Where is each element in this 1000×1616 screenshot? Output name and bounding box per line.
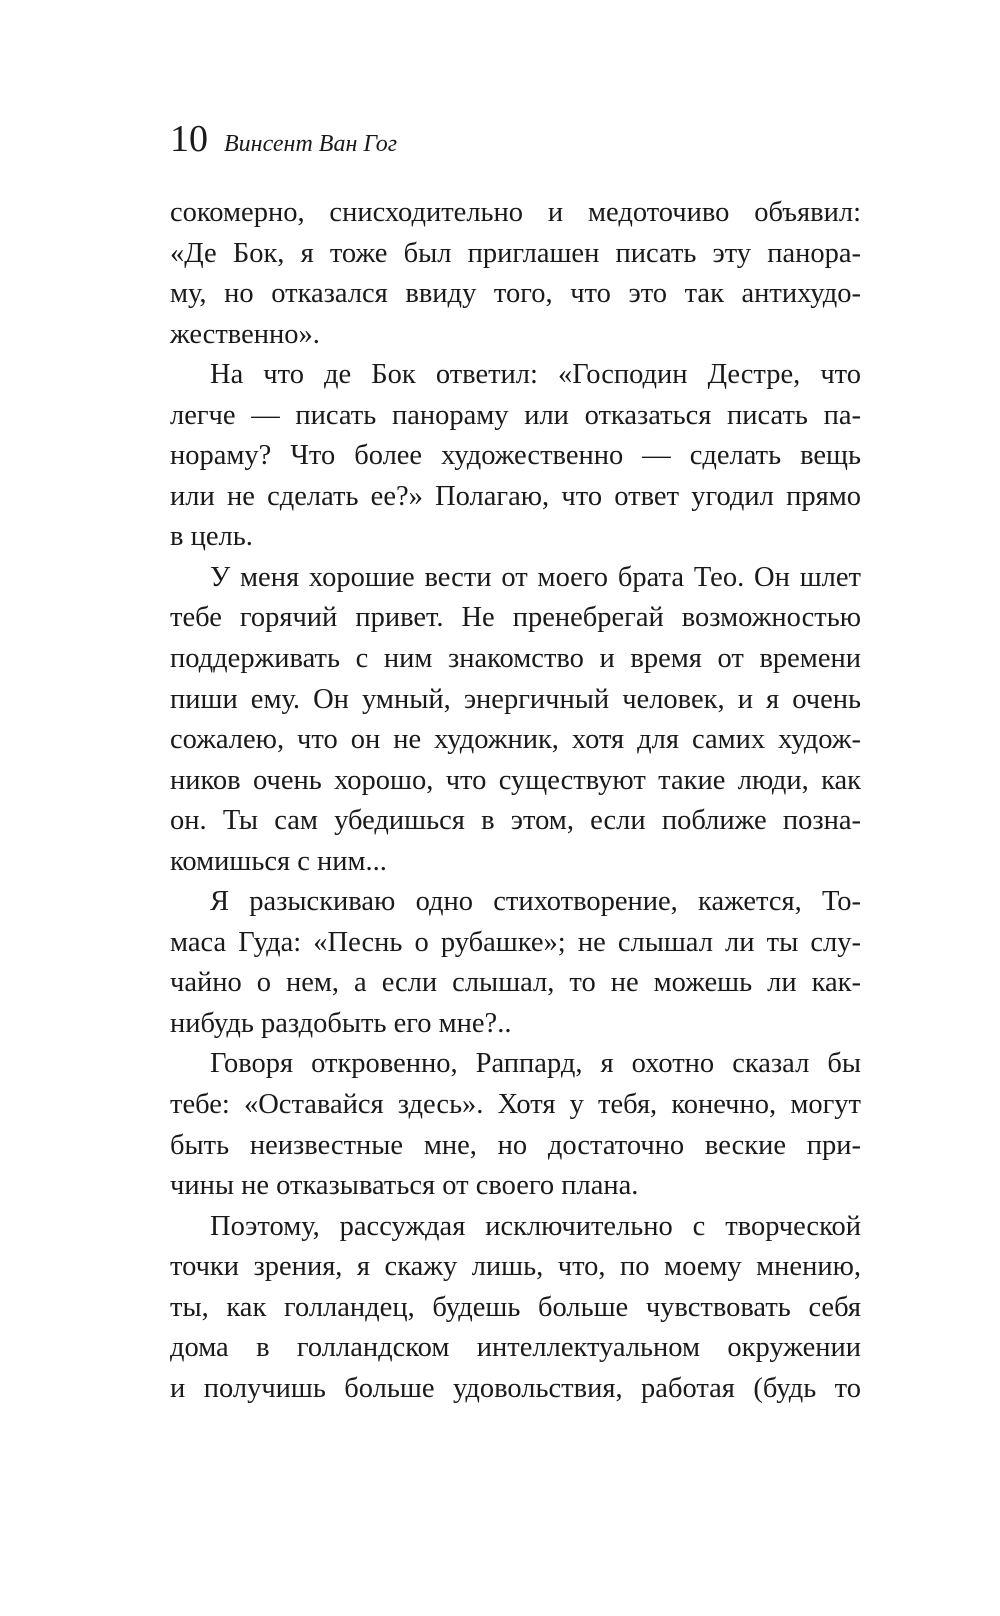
running-head: Винсент Ван Гог [224, 131, 398, 157]
text-line: Я разыскиваю одно стихотворение, кажется, То- [210, 886, 861, 918]
text-line: нибудь раздобыть его мне?.. [170, 1007, 512, 1039]
text-line: ты, как голландец, будешь больше чувствовать себя [170, 1291, 861, 1323]
text-line: и получишь больше удовольствия, работая (будь то [170, 1372, 861, 1404]
body-text [170, 193, 861, 1409]
text-line: «Де Бок, я тоже был приглашен писать эту панора- [170, 237, 861, 269]
text-line: чайно о нем, а если слышал, то не можешь ли как- [170, 967, 861, 999]
text-line: жественно». [170, 318, 320, 350]
text-line: дома в голландском интеллектуальном окружении [170, 1332, 861, 1364]
text-line: или не сделать ее?» Полагаю, что ответ угодил прямо [170, 480, 861, 512]
text-line: сожалею, что он не художник, хотя для самих худож- [170, 724, 861, 756]
page-header [170, 120, 397, 158]
text-line: Поэтому, рассуждая исключительно с творческой [210, 1210, 861, 1242]
text-line: му, но отказался ввиду того, что это так антихудо- [170, 278, 861, 310]
text-line: он. Ты сам убедишься в этом, если поближе позна- [170, 805, 861, 837]
text-line: точки зрения, я скажу лишь, что, по моему мнению, [170, 1251, 861, 1283]
text-line: пиши ему. Он умный, энергичный человек, и я очень [170, 683, 861, 715]
text-line: в цель. [170, 521, 253, 553]
text-line: тебе горячий привет. Не пренебрегай возможностью [170, 602, 861, 634]
text-line: комишься с ним... [170, 845, 387, 877]
text-line: сокомерно, снисходительно и медоточиво объявил: [170, 197, 861, 228]
text-line: Говоря откровенно, Раппард, я охотно сказал бы [210, 1048, 861, 1080]
text-line: нораму? Что более художественно — сделать вещь [170, 440, 861, 472]
text-line: легче — писать панораму или отказаться писать па- [170, 399, 861, 431]
text-line: У меня хорошие вести от моего брата Тео. Он шлет [210, 561, 861, 593]
text-line: поддерживать с ним знакомство и время от времени [170, 643, 861, 675]
text-line: ников очень хорошо, что существуют такие люди, как [170, 764, 861, 796]
text-line: быть неизвестные мне, но достаточно веские при- [170, 1129, 861, 1161]
text-line: тебе: «Оставайся здесь». Хотя у тебя, конечно, могут [170, 1089, 861, 1121]
text-line: чины не отказываться от своего плана. [170, 1170, 639, 1202]
text-line: На что де Бок ответил: «Господин Дестре, что [210, 359, 861, 391]
text-line: маса Гуда: «Песнь о рубашке»; не слышал ли ты слу- [170, 926, 861, 958]
page-number: 10 [170, 118, 208, 160]
